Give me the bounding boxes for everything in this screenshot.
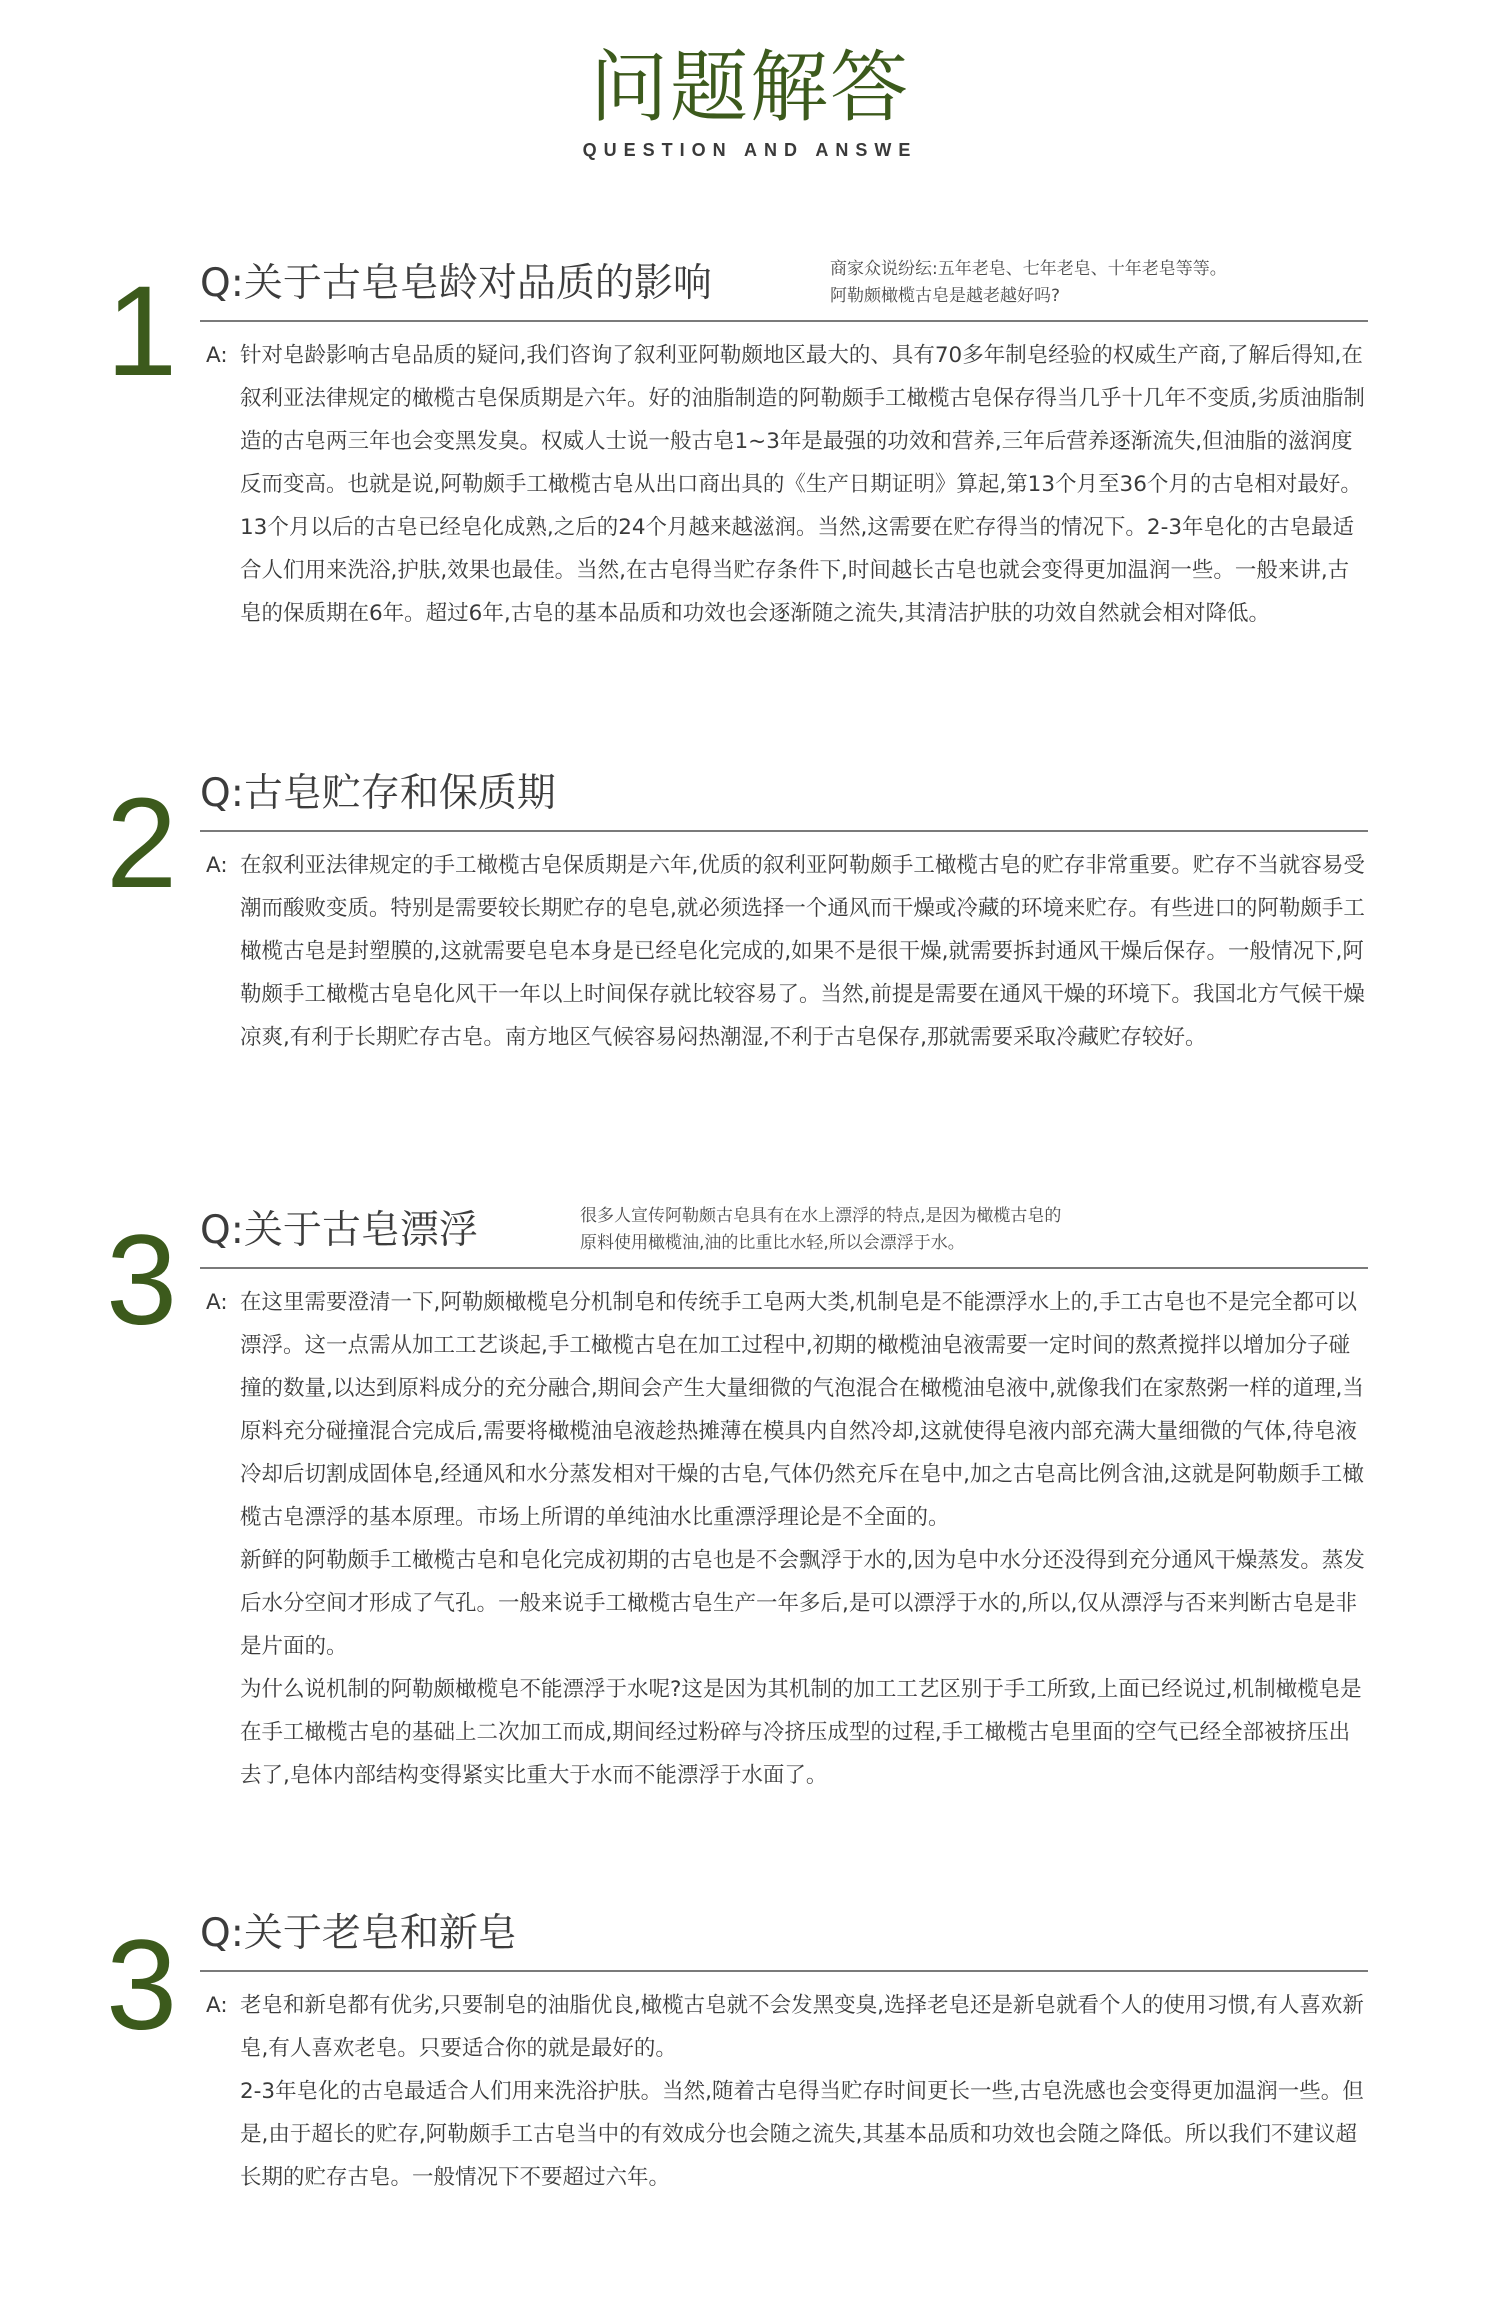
question-header (200, 1195, 1368, 1269)
note-line: 原料使用橄榄油,油的比重比水轻,所以会漂浮于水。 (580, 1233, 965, 1253)
answer-text: 2-3年皂化的古皂最适合人们用来洗浴护肤。当然,随着古皂得当贮存时间更长一些,古皂洗感也会变得更加温润一些。但是,由于超长的贮存,阿勒颇手工古皂当中的有效成分也会随之流失,其基本品质和功效也会随之降低。所以我们不建议超长期的贮存古皂。一般情况下不要超过六年。 (240, 2079, 1364, 2190)
section-number: 1 (106, 260, 178, 403)
note-line: 商家众说纷纭:五年老皂、七年老皂、十年老皂等等。 (830, 259, 1227, 279)
section-number: 3 (106, 1209, 178, 1352)
answer-label: A: (206, 343, 228, 368)
answer-text: 老皂和新皂都有优劣,只要制皂的油脂优良,橄榄古皂就不会发黑变臭,选择老皂还是新皂就看个人的使用习惯,有人喜欢新皂,有人喜欢老皂。只要适合你的就是最好的。 (240, 1993, 1364, 2061)
question-note (830, 256, 1227, 310)
answer-text: 在叙利亚法律规定的手工橄榄古皂保质期是六年,优质的叙利亚阿勒颇手工橄榄古皂的贮存非常重要。贮存不当就容易受潮而酸败变质。特别是需要较长期贮存的皂皂,就必须选择一个通风而干燥或冷藏的环境来贮存。有些进口的阿勒颇手工橄榄古皂是封塑膜的,这就需要皂皂本身是已经皂化完成的,如果不是很干燥,就需要拆封通风干燥后保存。一般情况下,阿勒颇手工橄榄古皂皂化风干一年以上时间保存就比较容易了。当然,前提是需要在通风干燥的环境下。我国北方气候干燥凉爽,有利于长期贮存古皂。南方地区气候容易闷热潮湿,不利于古皂保存,那就需要采取冷藏贮存较好。 (240, 853, 1365, 1050)
question-title: Q:古皂贮存和保质期 (200, 771, 556, 816)
page-subtitle: QUESTION AND ANSWE (582, 140, 918, 160)
section-number: 2 (106, 772, 178, 915)
question-header (200, 1898, 1368, 1972)
answer-text: 新鲜的阿勒颇手工橄榄古皂和皂化完成初期的古皂也是不会飘浮于水的,因为皂中水分还没得到充分通风干燥蒸发。蒸发后水分空间才形成了气孔。一般来说手工橄榄古皂生产一年多后,是可以漂浮于水的,所以,仅从漂浮与否来判断古皂是非是片面的。 (240, 1548, 1365, 1659)
answer-block (200, 844, 1368, 1059)
question-header (200, 758, 1368, 832)
answer-paragraph (200, 1281, 1368, 1539)
question-title: Q:关于古皂皂龄对品质的影响 (200, 261, 712, 306)
answer-text: 为什么说机制的阿勒颇橄榄皂不能漂浮于水呢?这是因为其机制的加工工艺区别于手工所致,上面已经说过,机制橄榄皂是在手工橄榄古皂的基础上二次加工而成,期间经过粉碎与冷挤压成型的过程,手工橄榄古皂里面的空气已经全部被挤压出去了,皂体内部结构变得紧实比重大于水而不能漂浮于水面了。 (240, 1677, 1362, 1788)
answer-paragraph (200, 1668, 1368, 1797)
answer-paragraph (200, 1539, 1368, 1668)
page-title: 问题解答 (589, 43, 910, 133)
question-title: Q:关于老皂和新皂 (200, 1911, 517, 1956)
answer-block (200, 1281, 1368, 1797)
answer-label: A: (206, 1290, 228, 1315)
answer-block (200, 1984, 1368, 2199)
question-note (580, 1203, 1061, 1257)
note-line: 阿勒颇橄榄古皂是越老越好吗? (830, 286, 1061, 306)
answer-paragraph (200, 1984, 1368, 2070)
answer-paragraph (200, 844, 1368, 1059)
answer-block (200, 334, 1368, 635)
answer-label: A: (206, 1993, 228, 2018)
answer-text: 针对皂龄影响古皂品质的疑问,我们咨询了叙利亚阿勒颇地区最大的、具有70多年制皂经验的权威生产商,了解后得知,在叙利亚法律规定的橄榄古皂保质期是六年。好的油脂制造的阿勒颇手工橄榄古皂保存得当几乎十几年不变质,劣质油脂制造的古皂两三年也会变黑发臭。权威人士说一般古皂1~3年是最强的功效和营养,三年后营养逐渐流失,但油脂的滋润度反而变高。也就是说,阿勒颇手工橄榄古皂从出口商出具的《生产日期证明》算起,第13个月至36个月的古皂相对最好。13个月以后的古皂已经皂化成熟,之后的24个月越来越滋润。当然,这需要在贮存得当的情况下。2-3年皂化的古皂最适合人们用来洗浴,护肤,效果也最佳。当然,在古皂得当贮存条件下,时间越长古皂也就会变得更加温润一些。一般来讲,古皂的保质期在6年。超过6年,古皂的基本品质和功效也会逐渐随之流失,其清洁护肤的功效自然就会相对降低。 (240, 343, 1365, 626)
section-number: 3 (106, 1914, 178, 2057)
answer-paragraph (200, 334, 1368, 635)
answer-paragraph (200, 2070, 1368, 2199)
question-header (200, 248, 1368, 322)
question-title: Q:关于古皂漂浮 (200, 1208, 478, 1253)
page-header (0, 40, 1500, 161)
answer-text: 在这里需要澄清一下,阿勒颇橄榄皂分机制皂和传统手工皂两大类,机制皂是不能漂浮水上的,手工古皂也不是完全都可以漂浮。这一点需从加工工艺谈起,手工橄榄古皂在加工过程中,初期的橄榄油皂液需要一定时间的熬煮搅拌以增加分子碰撞的数量,以达到原料成分的充分融合,期间会产生大量细微的气泡混合在橄榄油皂液中,就像我们在家熬粥一样的道理,当原料充分碰撞混合完成后,需要将橄榄油皂液趁热摊薄在模具内自然冷却,这就使得皂液内部充满大量细微的气体,待皂液冷却后切割成固体皂,经通风和水分蒸发相对干燥的古皂,气体仍然充斥在皂中,加之古皂高比例含油,这就是阿勒颇手工橄榄古皂漂浮的基本原理。市场上所谓的单纯油水比重漂浮理论是不全面的。 (240, 1290, 1364, 1530)
answer-label: A: (206, 853, 228, 878)
note-line: 很多人宣传阿勒颇古皂具有在水上漂浮的特点,是因为橄榄古皂的 (580, 1206, 1062, 1226)
